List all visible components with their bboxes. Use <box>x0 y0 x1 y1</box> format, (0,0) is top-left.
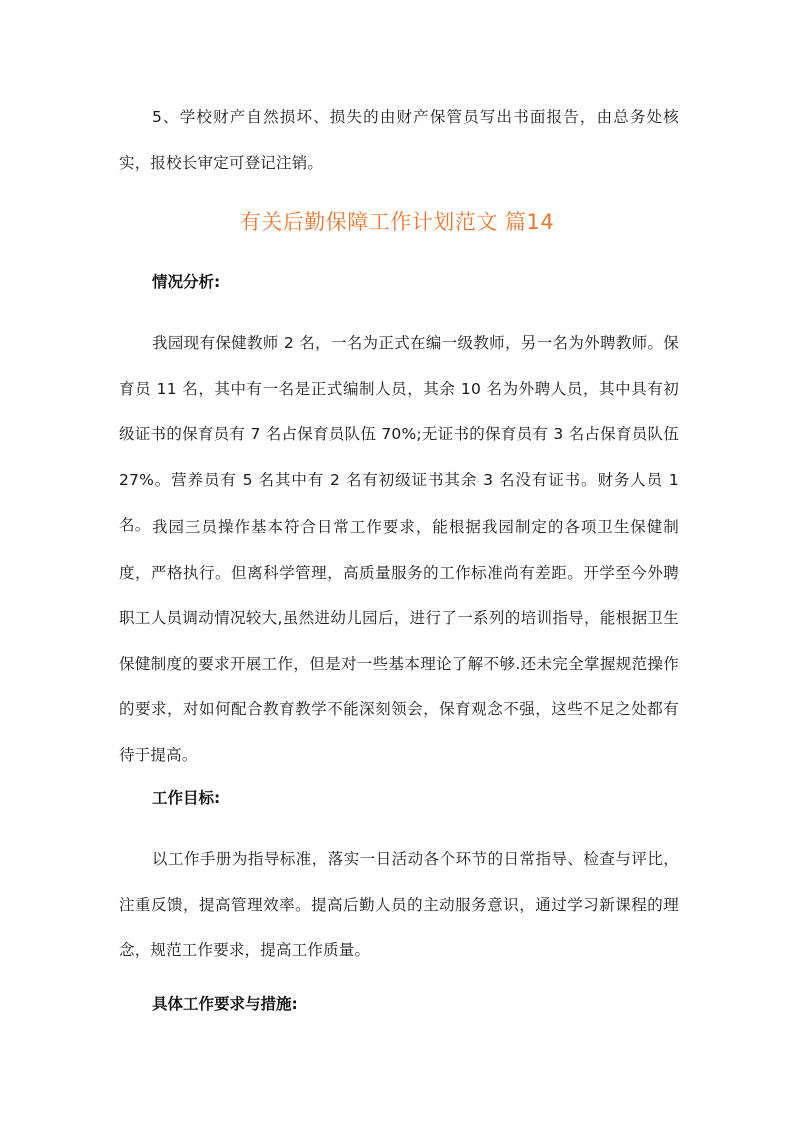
paragraph-item-5: 5、学校财产自然损坏、损失的由财产保管员写出书面报告，由总务处核实，报校长审定可登记注销。 <box>119 108 679 172</box>
paragraph-work-goals: 以工作手册为指导标准，落实一日活动各个环节的日常指导、检查与评比，注重反馈，提高管理效率。提高后勤人员的主动服务意识，通过学习新课程的理念，规范工作要求，提高工作质量。 <box>119 850 679 959</box>
subhead-requirements-measures: 具体工作要求与措施: <box>152 995 298 1013</box>
section-title: 有关后勤保障工作计划范文 篇14 <box>239 210 555 234</box>
paragraph-staff-overview: 我园现有保健教师 2 名，一名为正式在编一级教师，另一名为外聘教师。保育员 11 名，其中有一名是正式编制人员，其余 10 名为外聘人员，其中具有初级证书的保育员有 7 名占保育员队伍 70%;无证书的保育员有 3 名占保育员队伍 27%。营养员有 5 名其中有 2 名有初级证书其余 3 名没有证书。财务人员 1 名。 <box>119 334 679 534</box>
subhead-situation-analysis: 情况分析: <box>152 273 221 291</box>
subhead-work-goals: 工作目标: <box>152 789 221 807</box>
paragraph-staff-assessment: 我园三员操作基本符合日常工作要求，能根据我园制定的各项卫生保健制度，严格执行。但离科学管理，高质量服务的工作标准尚有差距。开学至今外聘职工人员调动情况较大,虽然进幼儿园后，进行了一系列的培训指导，能根据卫生保健制度的要求开展工作，但是对一些基本理论了解不够.还未完全掌握规范操作的要求，对如何配合教育教学不能深刻领会，保育观念不强，这些不足之处都有待于提高。 <box>119 518 679 764</box>
